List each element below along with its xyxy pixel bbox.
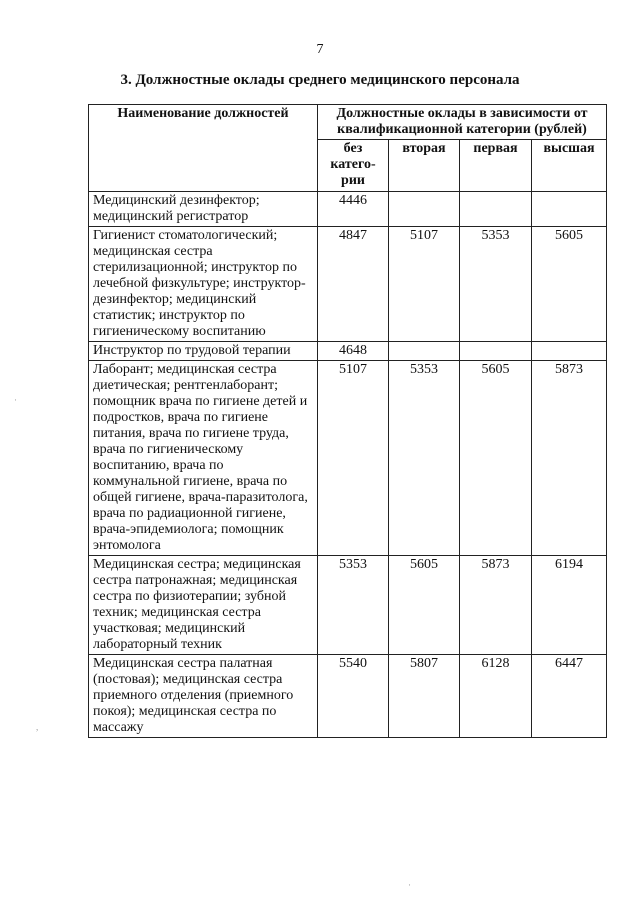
salary-first: 6128 <box>460 655 532 738</box>
scan-speck: · <box>408 880 411 890</box>
salary-second: 5107 <box>389 227 460 342</box>
table-header-row <box>89 105 607 140</box>
salary-no-category: 4847 <box>318 227 389 342</box>
salary-first <box>460 342 532 361</box>
salary-first: 5873 <box>460 556 532 655</box>
salary-highest <box>532 342 607 361</box>
table-row <box>89 227 607 342</box>
salary-first: 5353 <box>460 227 532 342</box>
header-first-category: первая <box>460 140 532 192</box>
salary-second <box>389 342 460 361</box>
table-row <box>89 192 607 227</box>
header-salary-group: Должностные оклады в зависимости от квалификационной категории (рублей) <box>318 105 607 140</box>
salary-no-category: 5107 <box>318 361 389 556</box>
scan-speck: , <box>36 722 39 732</box>
salary-highest: 6447 <box>532 655 607 738</box>
page-number: 7 <box>316 42 324 57</box>
salary-first <box>460 192 532 227</box>
position-name: Медицинская сестра; медицинская сестра патронажная; медицинская сестра по физиотерапии; зубной техник; медицинская сестра участковая; медицинский лабораторный техник <box>89 556 318 655</box>
table-row <box>89 655 607 738</box>
position-name: Медицинский дезинфектор; медицинский регистратор <box>89 192 318 227</box>
position-name: Медицинская сестра палатная (постовая); медицинская сестра приемного отделения (приемного покоя); медицинская сестра по массажу <box>89 655 318 738</box>
salary-second: 5353 <box>389 361 460 556</box>
salary-second: 5807 <box>389 655 460 738</box>
salary-table <box>88 104 607 738</box>
position-name: Инструктор по трудовой терапии <box>89 342 318 361</box>
header-no-category: без катего-рии <box>318 140 389 192</box>
table-row <box>89 342 607 361</box>
salary-no-category: 4648 <box>318 342 389 361</box>
salary-highest: 5605 <box>532 227 607 342</box>
salary-highest: 5873 <box>532 361 607 556</box>
table-row <box>89 556 607 655</box>
position-name: Гигиенист стоматологический; медицинская сестра стерилизационной; инструктор по лечебной физкультуре; инструктор-дезинфектор; медицинский статистик; инструктор по гигиеническому воспитанию <box>89 227 318 342</box>
header-second-category: вторая <box>389 140 460 192</box>
salary-highest <box>532 192 607 227</box>
salary-highest: 6194 <box>532 556 607 655</box>
salary-no-category: 4446 <box>318 192 389 227</box>
section-title: 3. Должностные оклады среднего медицинского персонала <box>120 72 520 88</box>
salary-first: 5605 <box>460 361 532 556</box>
header-position-name: Наименование должностей <box>89 105 318 192</box>
salary-second <box>389 192 460 227</box>
header-highest-category: высшая <box>532 140 607 192</box>
scan-speck: · <box>14 395 17 405</box>
salary-second: 5605 <box>389 556 460 655</box>
salary-no-category: 5353 <box>318 556 389 655</box>
position-name: Лаборант; медицинская сестра диетическая; рентгенлаборант; помощник врача по гигиене детей и подростков, врача по гигиене питания, врача по гигиене труда, врача по гигиеническому воспитанию, врача по коммунальной гигиене, врача по общей гигиене, врача-паразитолога, врача по радиационной гигиене, врача-эпидемиолога; помощник энтомолога <box>89 361 318 556</box>
table-row <box>89 361 607 556</box>
salary-no-category: 5540 <box>318 655 389 738</box>
